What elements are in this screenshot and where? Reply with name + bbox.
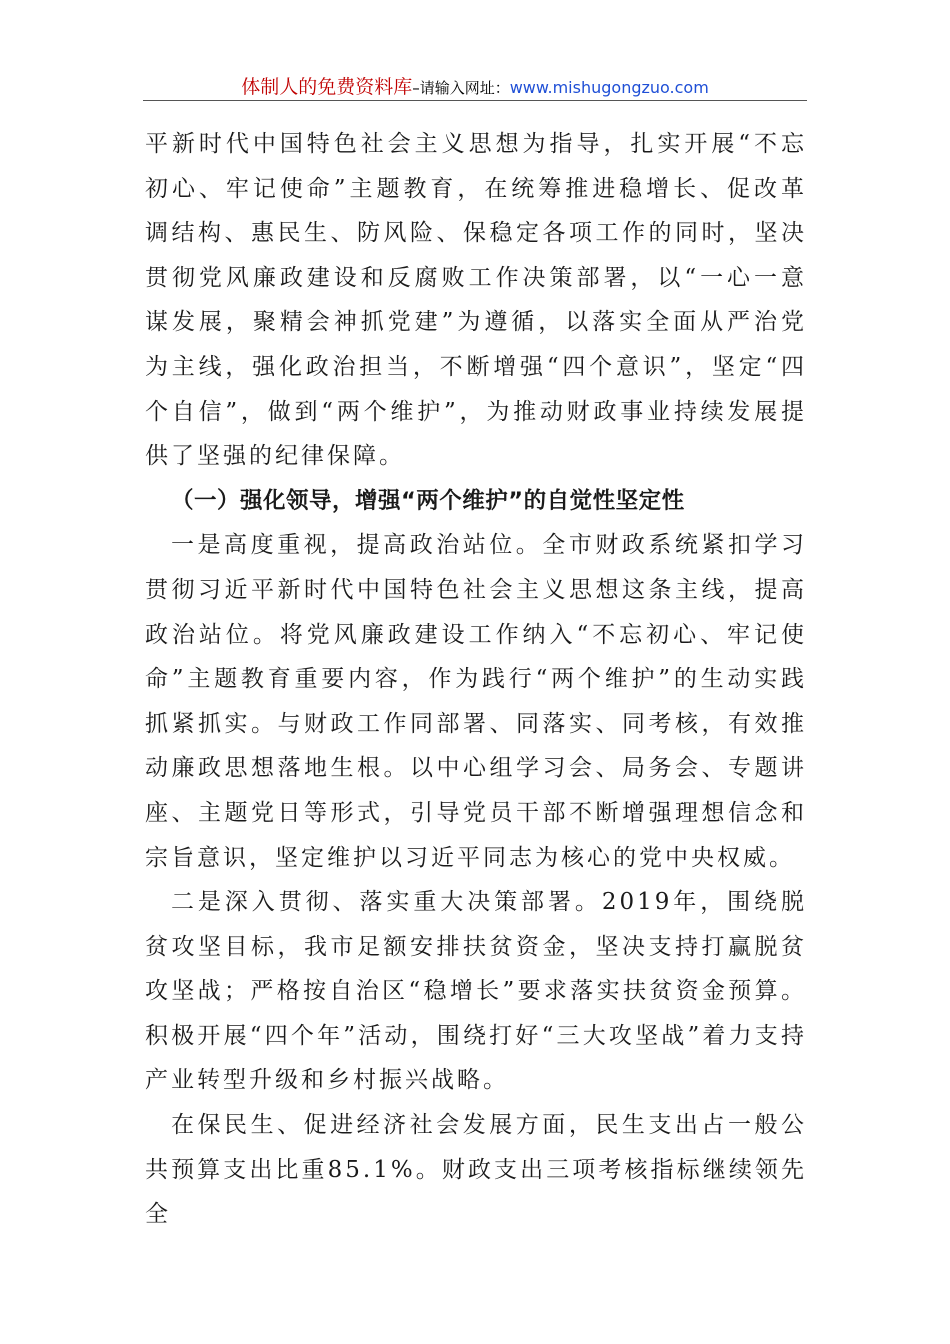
header-site-name: 体制人的免费资料库	[241, 76, 413, 98]
paragraph-point-two: 二是深入贯彻、落实重大决策部署。2019年，围绕脱贫攻坚目标，我市足额安排扶贫资金，坚决支持打赢脱贫攻坚战；严格按自治区“稳增长”要求落实扶贫资金预算。积极开展“四个年”活动，围绕打好“三大攻坚战”着力支持产业转型升级和乡村振兴战略。	[145, 889, 807, 1094]
paragraph-livelihood: 在保民生、促进经济社会发展方面，民生支出占一般公共预算支出比重85.1%。财政支出三项考核指标继续领先全	[145, 1112, 807, 1228]
paragraph-intro-continued: 平新时代中国特色社会主义思想为指导，扎实开展“不忘初心、牢记使命”主题教育，在统筹推进稳增长、促改革调结构、惠民生、防风险、保稳定各项工作的同时，坚决贯彻党风廉政建设和反腐败工作决策部署，以“一心一意谋发展，聚精会神抓党建”为遵循，以落实全面从严治党为主线，强化政治担当，不断增强“四个意识”，坚定“四个自信”，做到“两个维护”，为推动财政事业持续发展提供了坚强的纪律保障。	[145, 131, 807, 470]
section-heading: （一）强化领导，增强“两个维护”的自觉性坚定性	[171, 487, 685, 514]
page-header	[143, 72, 807, 99]
document-body	[145, 122, 807, 1237]
paragraph-point-one: 一是高度重视，提高政治站位。全市财政系统紧扣学习贯彻习近平新时代中国特色社会主义思想这条主线，提高政治站位。将党风廉政建设工作纳入“不忘初心、牢记使命”主题教育重要内容，作为践行“两个维护”的生动实践抓紧抓实。与财政工作同部署、同落实、同考核，有效推动廉政思想落地生根。以中心组学习会、局务会、专题讲座、主题党日等形式，引导党员干部不断增强理想信念和宗旨意识，坚定维护以习近平同志为核心的党中央权威。	[145, 532, 807, 871]
header-divider	[143, 100, 807, 101]
header-url-link[interactable]: www.mishugongzuo.com	[509, 78, 709, 97]
header-url-prompt: –请输入网址：	[412, 79, 510, 97]
